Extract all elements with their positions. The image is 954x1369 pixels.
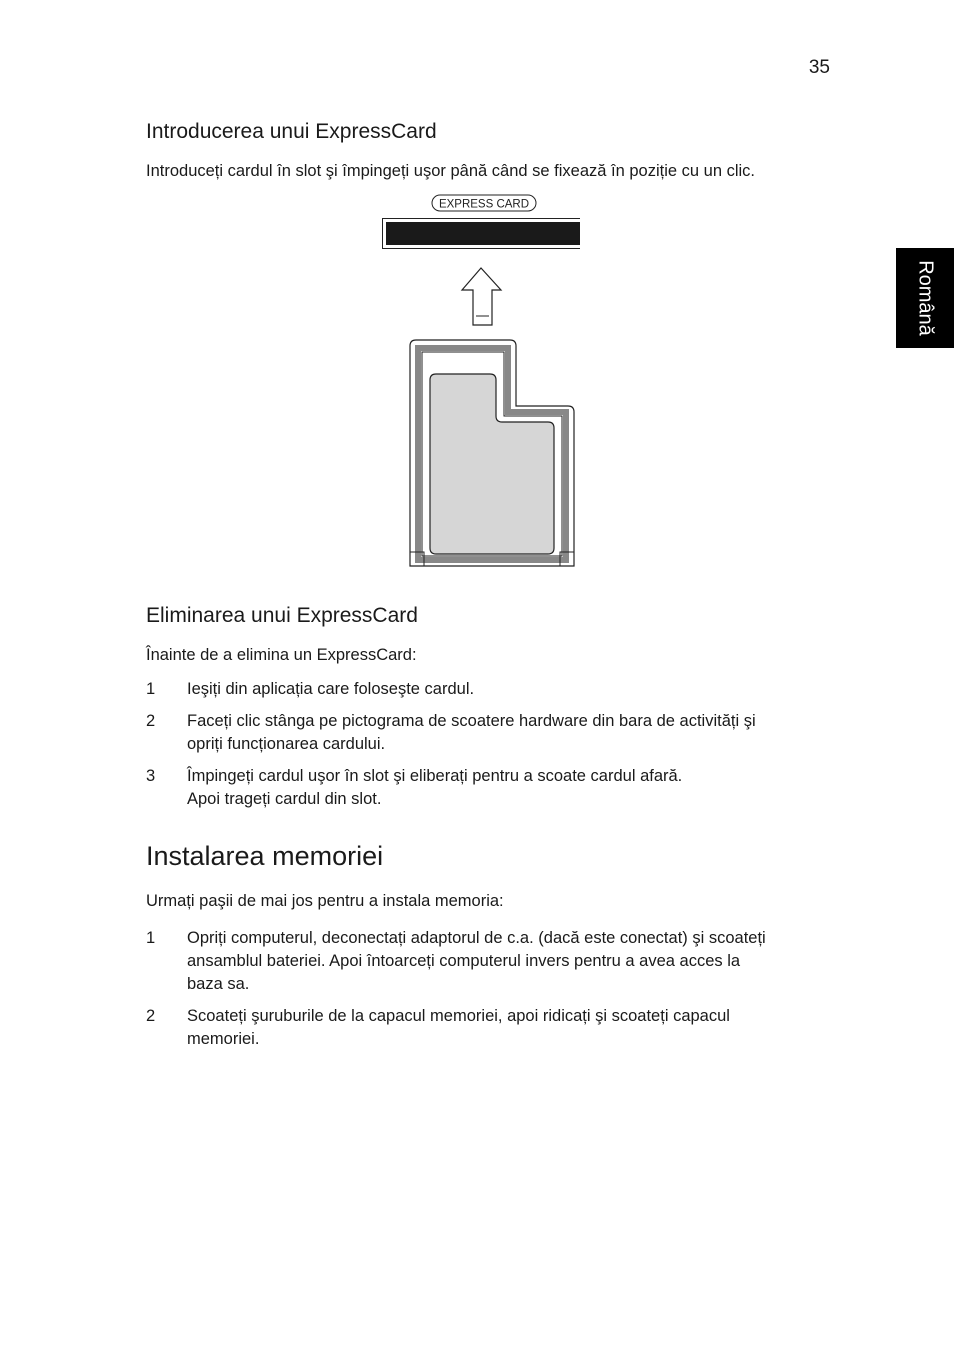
list-item-text: Ieşiți din aplicația care foloseşte cardul. [187, 680, 475, 698]
list-item-number: 3 [146, 767, 156, 785]
list-item-text: Scoateți şuruburile de la capacul memoriei, apoi ridicați şi scoateți capacul memoriei. [187, 1007, 730, 1048]
memory-heading: Instalarea memoriei [146, 841, 384, 871]
page-number: 35 [808, 57, 830, 78]
expresscard-diagram [380, 192, 580, 570]
card-slot-opening [386, 222, 580, 245]
list-item-number: 1 [146, 929, 156, 947]
express-card-label: EXPRESS CARD [438, 198, 530, 211]
list-item-number: 2 [146, 712, 156, 730]
insert-body: Introduceți cardul în slot şi împingeți uşor până când se fixează în poziție cu un clic. [146, 162, 755, 180]
memory-intro: Urmați paşii de mai jos pentru a instala memoria: [146, 892, 504, 910]
insert-heading: Introducerea unui ExpressCard [146, 120, 437, 143]
list-item-text: Opriți computerul, deconectați adaptorul de c.a. (dacă este conectat) şi scoateți ansamblul bateriei. Apoi întoarceți computerul invers pentru a avea acces la baza sa. [187, 929, 766, 993]
list-item-text: Împingeți cardul uşor în slot şi eliberați pentru a scoate cardul afară. Apoi trageți cardul din slot. [187, 767, 683, 808]
list-item-number: 1 [146, 680, 156, 698]
remove-intro: Înainte de a elimina un ExpressCard: [146, 646, 417, 664]
expresscard-illustration [380, 192, 580, 570]
remove-heading: Eliminarea unui ExpressCard [146, 604, 418, 627]
list-item-number: 2 [146, 1007, 156, 1025]
list-item-text: Faceți clic stânga pe pictograma de scoatere hardware din bara de activități şi opriți funcționarea cardului. [187, 712, 756, 753]
expresscard-label-area [430, 374, 554, 554]
language-tab [896, 248, 954, 348]
language-tab-label: Română [914, 260, 937, 336]
